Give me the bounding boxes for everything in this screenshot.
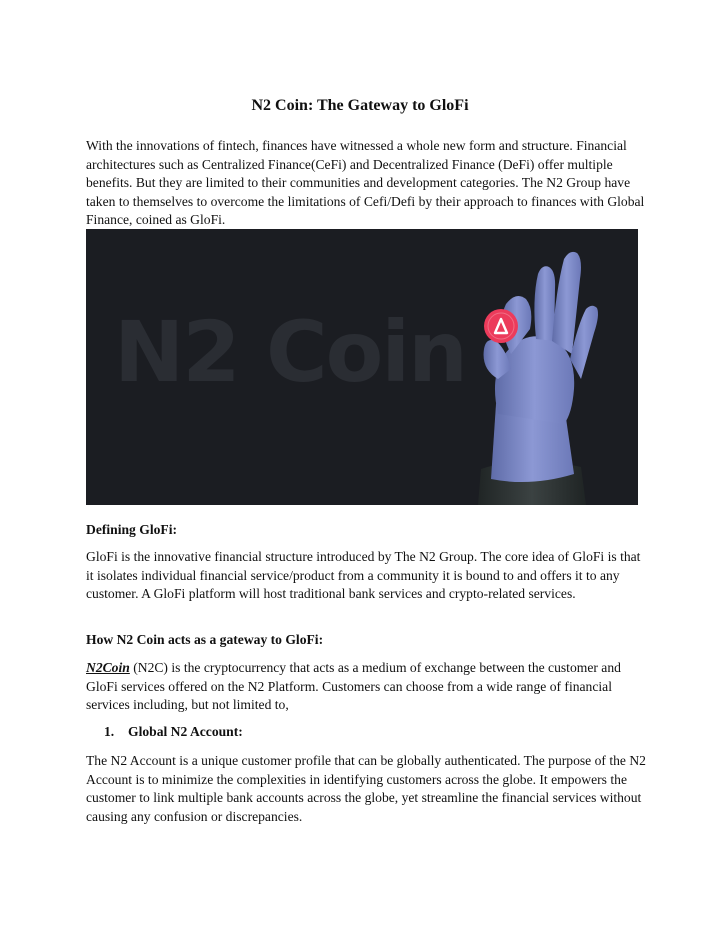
list-item-number: 1. — [104, 724, 115, 739]
hand-holding-coin-icon — [86, 229, 638, 505]
n2coin-link[interactable]: N2Coin — [86, 660, 130, 675]
section-heading-defining-glofi: Defining GloFi: — [86, 522, 178, 537]
hero-image — [86, 229, 638, 505]
hero-wordmark: N2 Coin — [114, 303, 466, 401]
page-title: N2 Coin: The Gateway to GloFi — [251, 97, 469, 114]
section-paragraph-n2-account: The N2 Account is a unique customer profile that can be globally authenticated. The purpose of the N2 Account is to minimize the complexities in identifying customers across the globe. It empowers the customer to link multiple bank accounts across the globe, yet streamline the financial services without causing any confusion or discrepancies. — [86, 753, 646, 824]
section-paragraph-gateway-text: (N2C) is the cryptocurrency that acts as a medium of exchange between the customer and GloFi services offered on the N2 Platform. Customers can choose from a wide range of financial services including, but not limited to, — [86, 660, 621, 713]
section-paragraph-gateway — [86, 659, 646, 715]
section-heading-gateway: How N2 Coin acts as a gateway to GloFi: — [86, 632, 324, 647]
intro-paragraph: With the innovations of fintech, finances have witnessed a whole new form and structure. Financial architectures such as Centralized Finance(CeFi) and Decentralized Finance (DeFi) offer multiple benefits. But they are limited to their communities and development categories. The N2 Group have taken to themselves to overcome the limitations of Cefi/Defi by their approach to finances with Global Finance, coined as GloFi. — [86, 138, 645, 228]
section-paragraph-defining-glofi: GloFi is the innovative financial structure introduced by The N2 Group. The core idea of GloFi is that it isolates individual financial service/product from a community it is bound to and offers it to any customer. A GloFi platform will host traditional bank services and crypto-related services. — [86, 549, 641, 602]
list-item-label: Global N2 Account: — [128, 724, 243, 739]
list-item — [104, 723, 243, 741]
